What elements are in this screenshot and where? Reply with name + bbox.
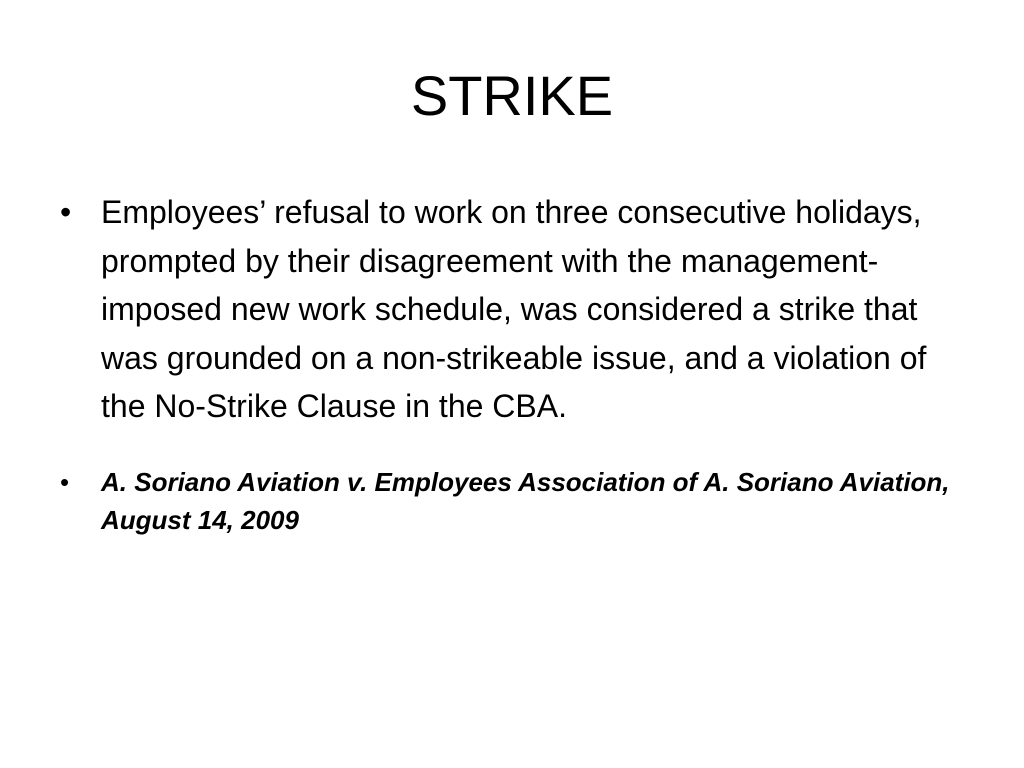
bullet-icon: • <box>60 194 72 230</box>
bullet-text-citation: A. Soriano Aviation v. Employees Association of A. Soriano Aviation, August 14, 2009 <box>101 466 950 535</box>
bullet-icon: • <box>60 466 70 497</box>
bullet-list <box>60 188 960 539</box>
bullet-item-citation <box>60 463 960 539</box>
bullet-item-holding <box>60 188 960 431</box>
slide-title: STRIKE <box>410 64 614 127</box>
bullet-text-holding: Employees’ refusal to work on three consecutive holidays, prompted by their disagreement with the management-imposed new work schedule, was considered a strike that was grounded on a non-strikeable issue, and a violation of the No-Strike Clause in the CBA. <box>101 194 927 424</box>
